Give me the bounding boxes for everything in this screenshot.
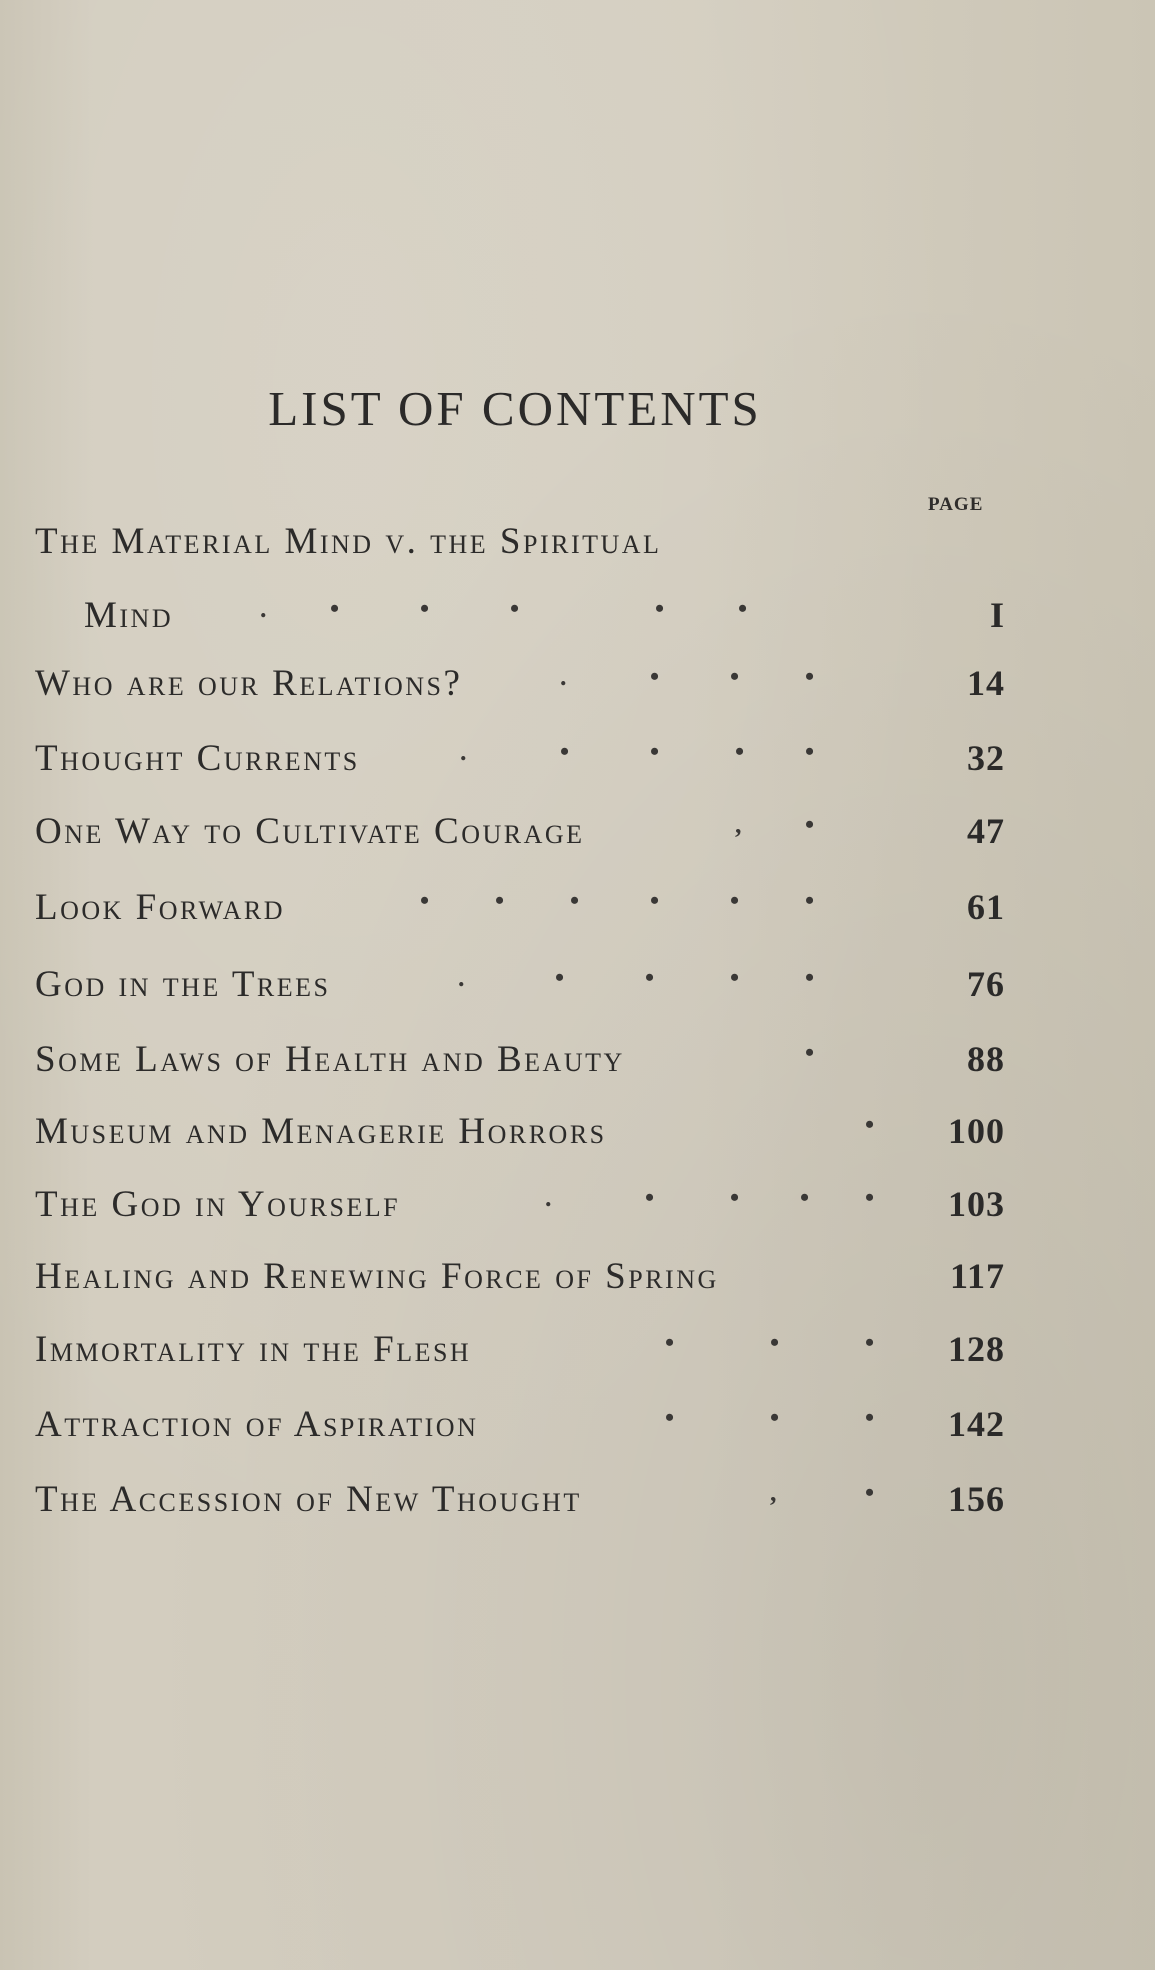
dot-leader: •	[665, 1403, 675, 1432]
toc-entry-title: Museum and Menagerie Horrors	[35, 1111, 607, 1152]
dot-leader: •	[650, 737, 660, 766]
toc-entry-courage	[0, 810, 1155, 870]
toc-entry-relations	[0, 662, 1155, 722]
toc-page-number: 88	[967, 1039, 1005, 1079]
dot-leader: •	[865, 1110, 875, 1139]
toc-entry-god-in-yourself	[0, 1183, 1155, 1243]
dot-leader: •	[730, 1183, 740, 1212]
dot-leader: •	[805, 810, 815, 839]
toc-page-number: 128	[948, 1329, 1005, 1369]
toc-page-number: I	[989, 595, 1005, 635]
dot-leader: •	[650, 662, 660, 691]
toc-entry-spring	[0, 1255, 1155, 1315]
dot-leader: •	[865, 1403, 875, 1432]
toc-entry-museum	[0, 1110, 1155, 1170]
toc-entry-title: Who are our Relations?	[35, 663, 463, 704]
toc-entry-health-beauty	[0, 1038, 1155, 1098]
toc-entry-title: The God in Yourself	[35, 1184, 401, 1225]
dot-leader: •	[770, 1328, 780, 1357]
toc-entry-title-continued: Mind	[84, 595, 174, 636]
toc-entry-title: The Accession of New Thought	[35, 1479, 582, 1520]
dot-leader: •	[555, 963, 565, 992]
dot-leader: •	[805, 737, 815, 766]
dot-leader: •	[645, 1183, 655, 1212]
toc-page-number: 103	[948, 1184, 1005, 1224]
dot-leader: •	[510, 594, 520, 623]
dot-leader: •	[665, 1328, 675, 1357]
dot-leader: •	[730, 963, 740, 992]
dot-leader: ,	[770, 1478, 777, 1507]
dot-leader: ,	[735, 810, 742, 839]
dot-leader: •	[645, 963, 655, 992]
toc-entry-god-in-trees	[0, 963, 1155, 1023]
toc-entry-title: Attraction of Aspiration	[35, 1404, 479, 1445]
dot-leader: .	[458, 963, 465, 992]
dot-leader: •	[420, 594, 430, 623]
page-title: LIST OF CONTENTS	[268, 381, 762, 436]
dot-leader: •	[730, 662, 740, 691]
page-column-label: PAGE	[928, 494, 984, 515]
toc-entry-title: Look Forward	[35, 887, 285, 928]
toc-entry-immortality	[0, 1328, 1155, 1388]
toc-page-number: 47	[967, 811, 1005, 851]
dot-leader: •	[655, 594, 665, 623]
dot-leader: •	[730, 886, 740, 915]
dot-leader: •	[650, 886, 660, 915]
toc-entry-aspiration	[0, 1403, 1155, 1463]
toc-page-number: 76	[967, 964, 1005, 1004]
dot-leader: •	[420, 886, 430, 915]
toc-entry-look-forward	[0, 886, 1155, 946]
dot-leader: .	[460, 737, 467, 766]
toc-entry-title: The Material Mind v. the Spiritual	[35, 521, 662, 562]
toc-page-number: 32	[967, 738, 1005, 778]
toc-entry-new-thought	[0, 1478, 1155, 1538]
dot-leader: .	[560, 662, 567, 691]
dot-leader: .	[545, 1183, 552, 1212]
dot-leader: •	[735, 737, 745, 766]
toc-entry-title: God in the Trees	[35, 964, 331, 1005]
dot-leader: .	[260, 594, 267, 623]
dot-leader: •	[330, 594, 340, 623]
toc-entry-title: Some Laws of Health and Beauty	[35, 1039, 625, 1080]
toc-entry-title: Immortality in the Flesh	[35, 1329, 472, 1370]
toc-entry-title: Healing and Renewing Force of Spring	[35, 1256, 719, 1297]
dot-leader: •	[865, 1328, 875, 1357]
dot-leader: •	[805, 1038, 815, 1067]
dot-leader: •	[805, 886, 815, 915]
toc-page-number: 142	[948, 1404, 1005, 1444]
dot-leader: •	[738, 594, 748, 623]
toc-entry-title: Thought Currents	[35, 738, 360, 779]
dot-leader: •	[805, 963, 815, 992]
dot-leader: •	[770, 1403, 780, 1432]
dot-leader: •	[865, 1183, 875, 1212]
toc-entry-title: One Way to Cultivate Courage	[35, 811, 585, 852]
toc-page-number: 61	[967, 887, 1005, 927]
toc-page-number: 100	[948, 1111, 1005, 1151]
dot-leader: •	[865, 1478, 875, 1507]
toc-page-number: 156	[948, 1479, 1005, 1519]
dot-leader: •	[560, 737, 570, 766]
toc-entry-material-mind-line1	[0, 520, 1155, 580]
dot-leader: •	[495, 886, 505, 915]
dot-leader: •	[805, 662, 815, 691]
dot-leader: •	[570, 886, 580, 915]
toc-page-number: 117	[949, 1256, 1005, 1296]
toc-entry-material-mind-line2	[0, 594, 1155, 654]
toc-entry-thought-currents	[0, 737, 1155, 797]
dot-leader: •	[800, 1183, 810, 1212]
toc-page-number: 14	[967, 663, 1005, 703]
